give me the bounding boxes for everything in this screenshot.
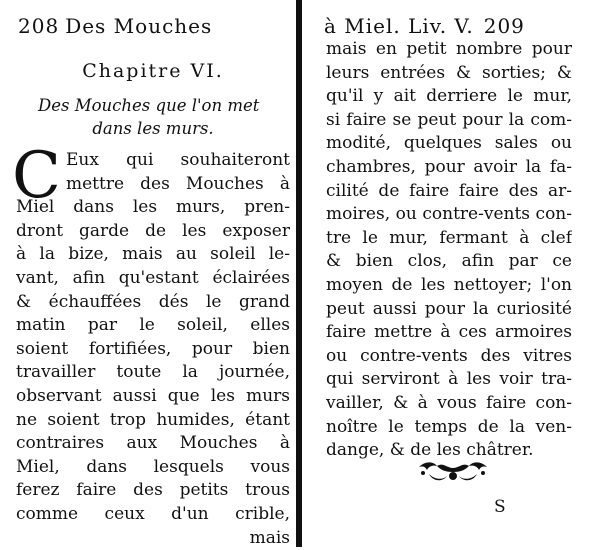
text-line: ne soient trop humides, étant — [16, 409, 290, 433]
text-line: soient fortifiées, pour bien — [16, 338, 290, 362]
signature-mark: S — [494, 497, 506, 517]
text-line: mais en petit nombre pour — [326, 38, 572, 62]
text-line: Eux qui souhaiteront — [66, 149, 290, 173]
text-line: modité, quelques sales ou — [326, 132, 572, 156]
text-line: chambres, pour avoir la fa- — [326, 156, 572, 180]
text-line: dange, & de les châtrer. — [326, 439, 572, 463]
chapter-subtitle — [38, 94, 288, 140]
text-line: Miel, dans lesquels vous — [16, 456, 290, 480]
catchword: mais — [16, 527, 290, 550]
text-line: moyen de les nettoyer; l'on — [326, 274, 572, 298]
gutter-divider — [296, 0, 302, 547]
text-line: dront garde de les exposer — [16, 220, 290, 244]
chapter-heading: Chapitre VI. — [18, 59, 288, 83]
text-line: si faire se peut pour la com- — [326, 109, 572, 133]
right-page — [304, 0, 600, 547]
text-line: qui serviront à les voir tra- — [326, 368, 572, 392]
text-line: contraires aux Mouches à — [16, 432, 290, 456]
left-page — [0, 0, 296, 547]
text-line: moires, ou contre-vents con- — [326, 203, 572, 227]
right-running-head — [316, 14, 586, 38]
left-page-number: 208 — [18, 14, 59, 38]
drop-cap: C — [12, 150, 61, 206]
text-line: travailler toute la journée, — [16, 361, 290, 385]
text-line: qu'il y ait derriere le mur, — [326, 85, 572, 109]
text-line: comme ceux d'un crible, — [16, 503, 290, 527]
text-line: noître le temps de la ven- — [326, 416, 572, 440]
left-running-head — [18, 14, 288, 38]
text-line: & échauffées dés le grand — [16, 291, 290, 315]
text-line: peut aussi pour la curiosité — [326, 298, 572, 322]
text-line: vant, afin qu'estant éclairées — [16, 267, 290, 291]
text-line: leurs entrées & sorties; & — [326, 62, 572, 86]
fleuron-ornament-icon — [417, 458, 489, 484]
text-line: cilité de faire faire des ar- — [326, 180, 572, 204]
subtitle-line: Des Mouches que l'on met — [38, 94, 288, 117]
text-line: & bien clos, afin par ce — [326, 250, 572, 274]
text-line: matin par le soleil, elles — [16, 314, 290, 338]
text-line: tre le mur, fermant à clef — [326, 227, 572, 251]
text-line: observant aussi que les murs — [16, 385, 290, 409]
left-running-title: Des Mouches — [65, 14, 212, 38]
text-line: ou contre-vents des vitres — [326, 345, 572, 369]
text-line: vailler, & à vous faire con- — [326, 392, 572, 416]
right-running-title: à Miel. Liv. V. — [324, 14, 474, 38]
text-line: ferez faire des petits trous — [16, 479, 290, 503]
text-line: mettre des Mouches à — [66, 173, 290, 197]
right-body-text — [326, 38, 572, 463]
text-line: à la bize, mais au soleil le- — [16, 243, 290, 267]
right-page-number: 209 — [484, 14, 525, 38]
subtitle-line: dans les murs. — [38, 117, 288, 140]
text-line: faire mettre à ces armoires — [326, 321, 572, 345]
text-line: Miel dans les murs, pren- — [16, 196, 290, 220]
left-body-text — [16, 149, 290, 550]
